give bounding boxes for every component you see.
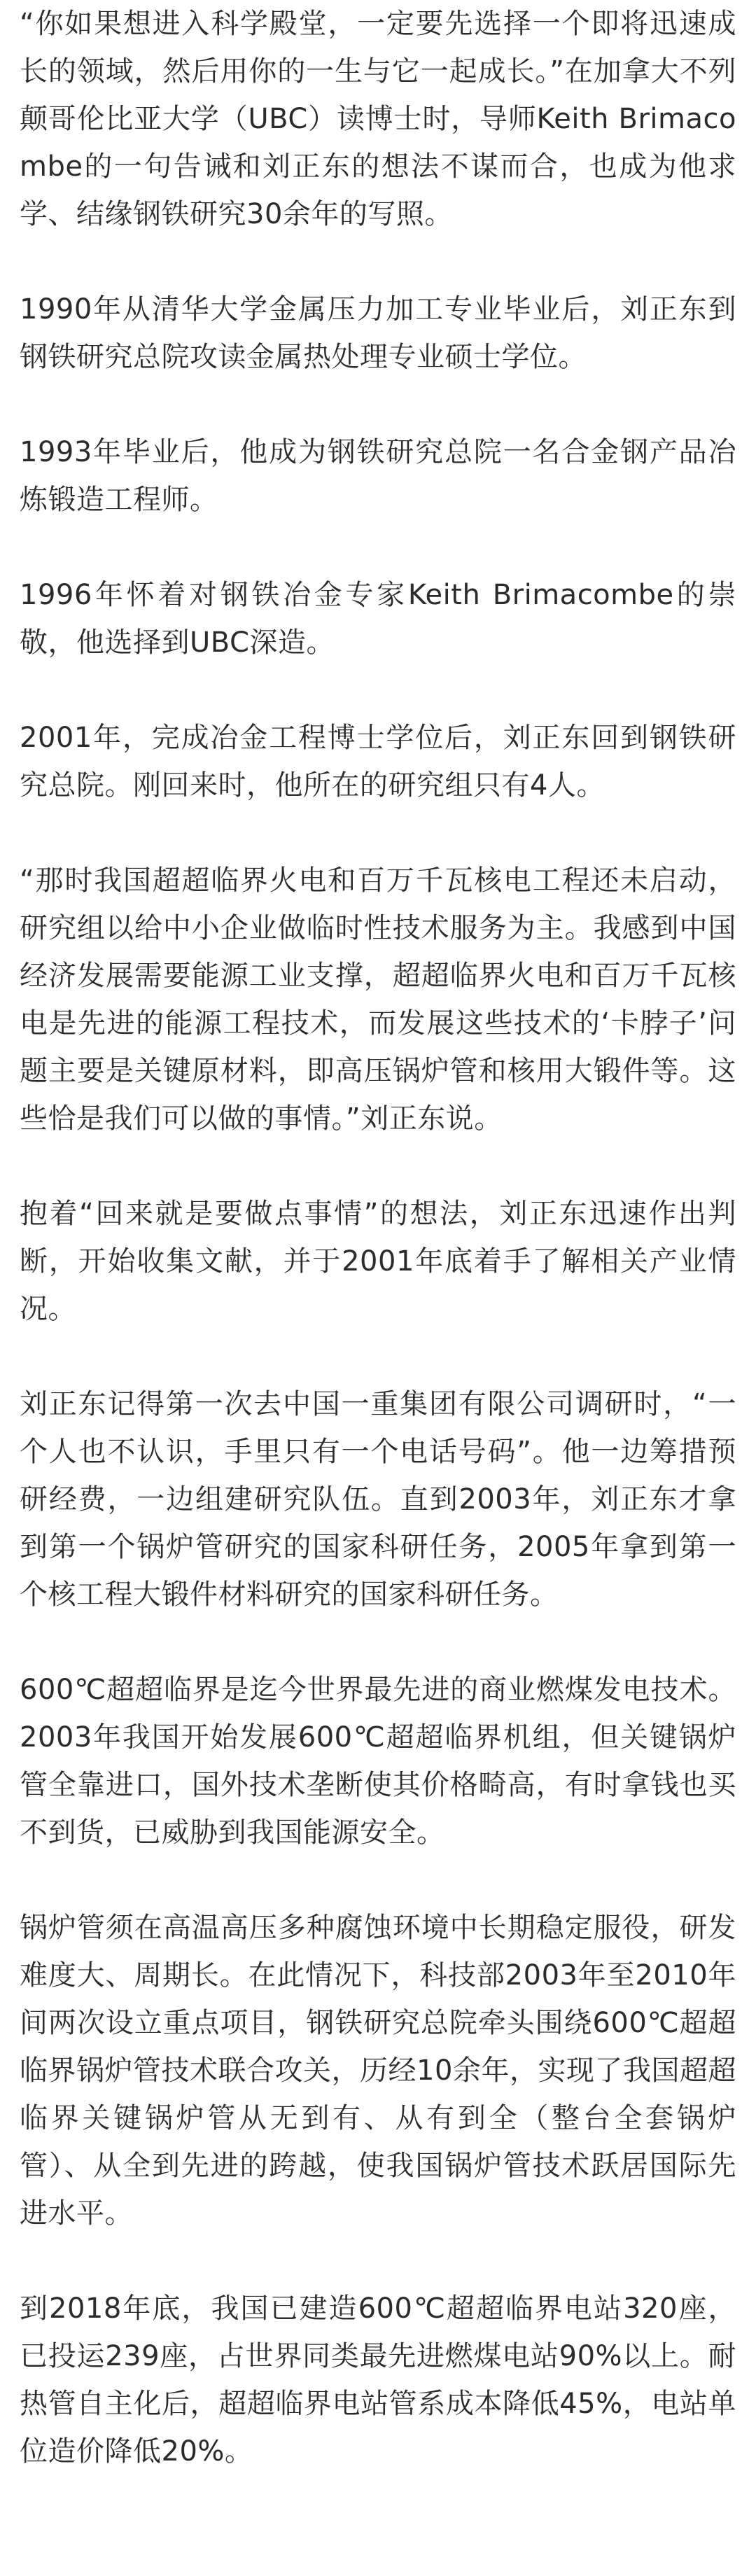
paragraph-10: 锅炉管须在高温高压多种腐蚀环境中长期稳定服役，研发难度大、周期长。在此情况下，科技部2003年至2010年间两次设立重点项目，钢铁研究总院牵头围绕600℃超超临界锅炉管技术联合攻关，历经10余年，实现了我国超超临界关键锅炉管从无到有、从有到全（整台全套锅炉管）、从全到先进的跨越，使我国锅炉管技术跃居国际先进水平。: [20, 1912, 736, 2230]
paragraph-2: 1990年从清华大学金属压力加工专业毕业后，刘正东到钢铁研究总院攻读金属热处理专业硕士学位。: [20, 293, 736, 373]
paragraph-5: 2001年，完成冶金工程博士学位后，刘正东回到钢铁研究总院。刚回来时，他所在的研究组只有4人。: [20, 722, 736, 802]
paragraph-8: 刘正东记得第一次去中国一重集团有限公司调研时，“一个人也不认识，手里只有一个电话号码”。他一边筹措预研经费，一边组建研究队伍。直到2003年，刘正东才拿到第一个锅炉管研究的国家科研任务，2005年拿到第一个核工程大锻件材料研究的国家科研任务。: [20, 1388, 736, 1611]
paragraph-7: 抱着“回来就是要做点事情”的想法，刘正东迅速作出判断，开始收集文献，并于2001年底着手了解相关产业情况。: [20, 1198, 736, 1325]
paragraph-6: “那时我国超超临界火电和百万千瓦核电工程还未启动，研究组以给中小企业做临时性技术服务为主。我感到中国经济发展需要能源工业支撑，超超临界火电和百万千瓦核电是先进的能源工程技术，而发展这些技术的‘卡脖子’问题主要是关键原材料，即高压锅炉管和核用大锻件等。这些恰是我们可以做的事情。”刘正东说。: [20, 864, 736, 1135]
paragraph-4: 1996年怀着对钢铁冶金专家Keith Brimacombe的崇敬，他选择到UBC深造。: [20, 579, 736, 659]
paragraph-1: “你如果想进入科学殿堂，一定要先选择一个即将迅速成长的领域，然后用你的一生与它一起成长。”在加拿大不列颠哥伦比亚大学（UBC）读博士时，导师Keith Brimacombe的一句告诫和刘正东的想法不谋而合，也成为他求学、结缘钢铁研究30余年的写照。: [20, 8, 736, 230]
paragraph-11: 到2018年底，我国已建造600℃超超临界电站320座，已投运239座，占世界同类最先进燃煤电站90%以上。耐热管自主化后，超超临界电站管系成本降低45%，电站单位造价降低20%。: [20, 2292, 736, 2468]
paragraph-3: 1993年毕业后，他成为钢铁研究总院一名合金钢产品冶炼锻造工程师。: [20, 436, 736, 516]
paragraph-9: 600℃超超临界是迄今世界最先进的商业燃煤发电技术。2003年我国开始发展600℃超超临界机组，但关键锅炉管全靠进口，国外技术垄断使其价格畸高，有时拿钱也买不到货，已威胁到我国能源安全。: [20, 1674, 736, 1849]
article-body: [20, 0, 736, 2475]
